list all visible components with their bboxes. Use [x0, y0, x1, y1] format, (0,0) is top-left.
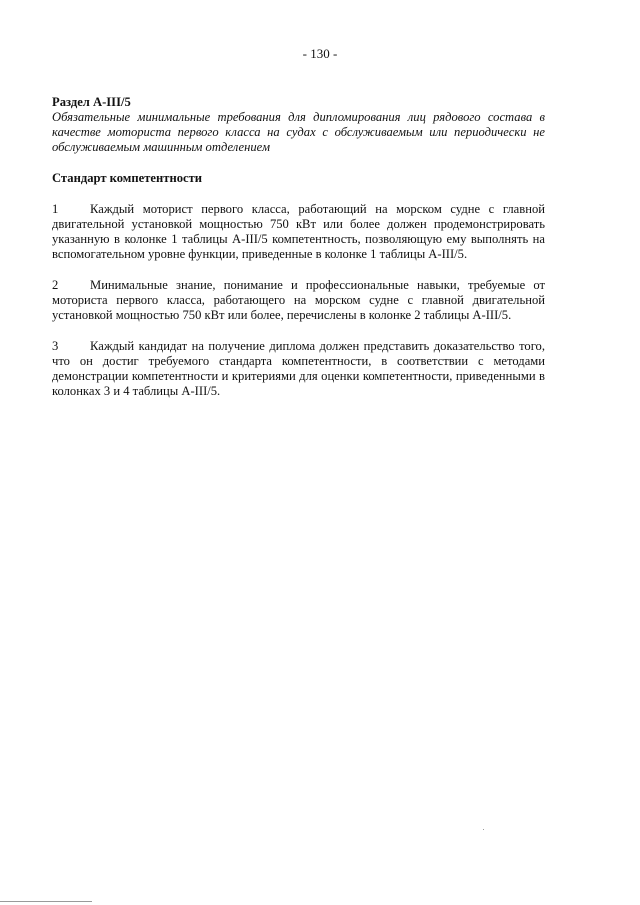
scan-artifact-dot — [483, 829, 484, 830]
paragraph-number: 1 — [52, 202, 59, 216]
page-number: - 130 - — [302, 46, 338, 61]
paragraph-1 — [52, 202, 545, 262]
page-content — [52, 95, 545, 399]
paragraph-text: Каждый моторист первого класса, работающий на морском судне с главной двигательной установкой мощностью 750 кВт или более должен продемонстрировать указанную в колонке 1 таблицы A-III/5 компетентность, позволяющую ему выполнять на вспомогательном уровне функции, приведенные в колонке 1 таблицы A-III/5. — [52, 202, 545, 261]
footer-rule — [0, 901, 92, 902]
paragraph-3 — [52, 339, 545, 399]
paragraph-text: Минимальные знание, понимание и профессиональные навыки, требуемые от моториста первого класса, работающего на морском судне с главной двигательной установкой мощностью 750 кВт или более, перечислены в колонке 2 таблицы A-III/5. — [52, 278, 545, 322]
paragraph-2 — [52, 278, 545, 323]
section-subtitle: Обязательные минимальные требования для дипломирования лиц рядового состава в качестве моториста первого класса на судах с обслуживаемым или периодически не обслуживаемым машинным отделением — [52, 110, 545, 154]
paragraph-number: 2 — [52, 278, 59, 292]
section-title: Раздел A-III/5 — [52, 95, 131, 109]
paragraph-number: 3 — [52, 339, 59, 353]
paragraph-text: Каждый кандидат на получение диплома должен представить доказательство того, что он достиг требуемого стандарта компетентности, в соответствии с методами демонстрации компетентности и критериями для оценки компетентности, приведенными в колонках 3 и 4 таблицы A-III/5. — [52, 339, 545, 398]
competence-heading: Стандарт компетентности — [52, 171, 203, 185]
